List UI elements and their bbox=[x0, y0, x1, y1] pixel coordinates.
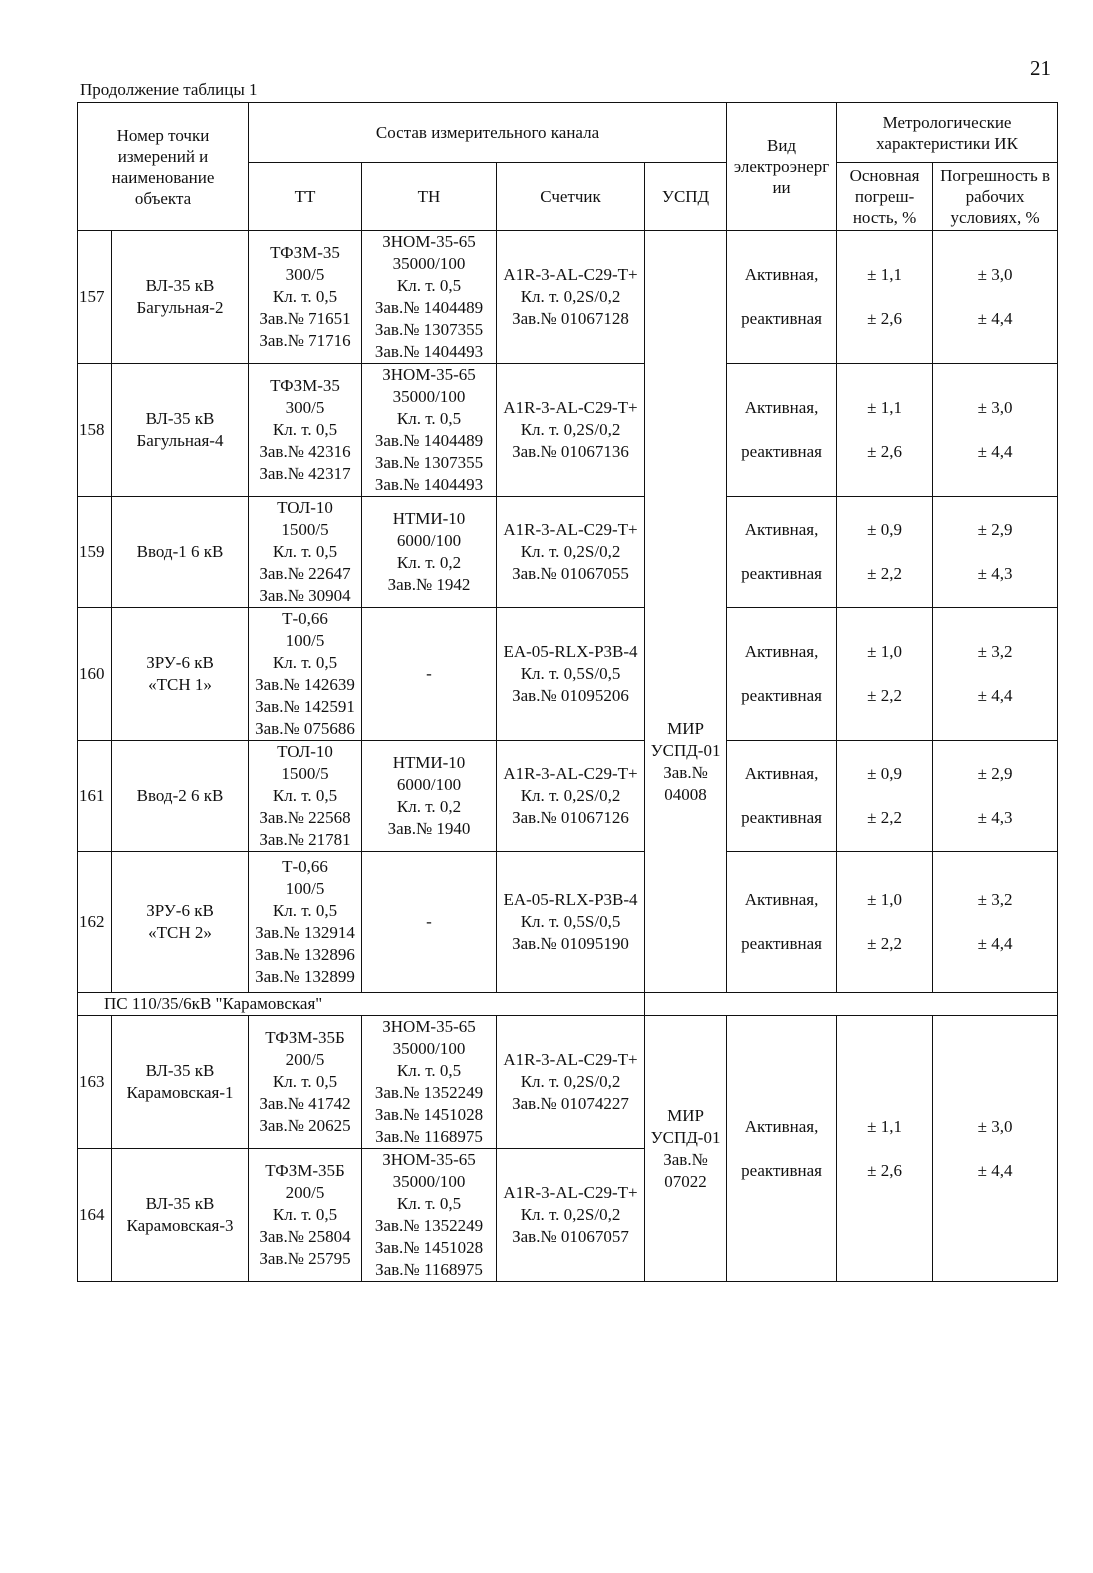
row-meter-line: Зав.№ 01067055 bbox=[512, 564, 629, 583]
row-tn-line: Зав.№ 1307355 bbox=[374, 453, 484, 472]
row-meter-line: Зав.№ 01095206 bbox=[512, 686, 629, 705]
row-tn-line: 35000/100 bbox=[392, 1172, 466, 1191]
row-meter-line: Зав.№ 01067128 bbox=[512, 309, 629, 328]
row-tt-line: Зав.№ 42316 bbox=[259, 442, 351, 461]
header-metro-line: характеристики ИК bbox=[876, 133, 1018, 153]
uspd-cell bbox=[645, 231, 727, 993]
row-work-error-line: ± 3,0 bbox=[977, 398, 1013, 417]
row-tn-line: Кл. т. 0,5 bbox=[396, 1061, 462, 1080]
row-number bbox=[78, 497, 112, 608]
row-tn bbox=[362, 231, 497, 364]
header-energy-type-line: ии bbox=[772, 178, 791, 197]
header-point-line: объекта bbox=[134, 188, 192, 208]
header-point-line: измерений и bbox=[117, 146, 209, 166]
header-uspd: УСПД bbox=[645, 163, 727, 231]
uspd-cell-2-line: МИР bbox=[667, 1105, 704, 1125]
row-basic-error-line: ± 0,9 bbox=[867, 764, 902, 783]
header-energy-type-line: Вид bbox=[767, 136, 797, 155]
row-meter bbox=[497, 497, 645, 608]
row-meter-line: EA-05-RLX-P3B-4 bbox=[503, 890, 638, 909]
row-object-name-line: «ТСН 2» bbox=[148, 923, 212, 942]
row-basic-error-line: ± 1,1 bbox=[867, 265, 902, 284]
header-work-line: Погрешность в bbox=[940, 166, 1050, 185]
row-work-error-line: ± 4,4 bbox=[977, 442, 1013, 461]
row-meter-line: A1R-3-AL-C29-T+ bbox=[503, 265, 638, 284]
row-tt-line: Зав.№ 71716 bbox=[259, 331, 351, 350]
row-number-line: 157 bbox=[79, 287, 105, 306]
uspd-1-line: 04008 bbox=[664, 784, 707, 804]
row-tt bbox=[249, 852, 362, 993]
row-energy-type-line: реактивная bbox=[741, 934, 822, 953]
row-tn-line: Зав.№ 1451028 bbox=[374, 1105, 484, 1124]
row-object-name-line: Карамовская-1 bbox=[126, 1083, 234, 1102]
row-number-line: 164 bbox=[79, 1205, 105, 1224]
row-meter-line: A1R-3-AL-C29-T+ bbox=[503, 764, 638, 783]
row-meter-line: A1R-3-AL-C29-T+ bbox=[503, 1050, 638, 1069]
row-energy-type-line: Активная, bbox=[744, 890, 819, 909]
row-basic-error-line: ± 2,2 bbox=[867, 934, 902, 953]
row-tn-line: Зав.№ 1404489 bbox=[374, 298, 484, 317]
row-meter-line: Кл. т. 0,2S/0,2 bbox=[520, 420, 621, 439]
row-tt-line: Зав.№ 41742 bbox=[259, 1094, 351, 1113]
row-tt-line: Кл. т. 0,5 bbox=[272, 1072, 338, 1091]
row-energy-type-line: Активная, bbox=[744, 520, 819, 539]
row-tt-line: Т-0,66 bbox=[282, 609, 328, 628]
header-energy-type-line: электроэнерг bbox=[733, 157, 830, 176]
row-tn-line: - bbox=[426, 912, 432, 931]
row-tn-line: Зав.№ 1404493 bbox=[374, 342, 484, 361]
row-object-name-line: ВЛ-35 кВ bbox=[145, 1061, 215, 1080]
row-tt-line: Кл. т. 0,5 bbox=[272, 542, 338, 561]
row-basic-error-line: ± 2,2 bbox=[867, 564, 902, 583]
group2-work-error bbox=[933, 1016, 1058, 1282]
row-object-name bbox=[112, 608, 249, 741]
row-tn-line: Зав.№ 1404493 bbox=[374, 475, 484, 494]
header-work bbox=[933, 163, 1058, 231]
row-number-line: 162 bbox=[79, 912, 105, 931]
header-metro-line: Метрологические bbox=[882, 112, 1012, 132]
row-tn-line: Зав.№ 1168975 bbox=[375, 1260, 483, 1279]
row-tt-line: Зав.№ 71651 bbox=[259, 309, 351, 328]
row-meter-line: Зав.№ 01067126 bbox=[512, 808, 629, 827]
row-tn-line: Зав.№ 1942 bbox=[387, 575, 471, 594]
row-object-name bbox=[112, 1149, 249, 1282]
header-tn: ТН bbox=[362, 163, 497, 231]
header-basic bbox=[837, 163, 933, 231]
row-object-name-line: Ввод-2 6 кВ bbox=[136, 786, 224, 805]
row-object-name-line: ВЛ-35 кВ bbox=[145, 409, 215, 428]
row-work-error bbox=[933, 364, 1058, 497]
row-tn-line: 35000/100 bbox=[392, 1039, 466, 1058]
row-work-error bbox=[933, 608, 1058, 741]
row-tn-line: Зав.№ 1451028 bbox=[374, 1238, 484, 1257]
row-tt-line: Зав.№ 142639 bbox=[255, 675, 355, 694]
row-tn-line: ЗНОМ-35-65 bbox=[382, 365, 476, 384]
header-basic-line: погреш- bbox=[854, 187, 915, 206]
row-tn-line: НТМИ-10 bbox=[392, 509, 466, 528]
row-tt-line: 100/5 bbox=[285, 879, 325, 898]
header-point-line: наименование bbox=[111, 167, 215, 187]
header-point bbox=[78, 103, 249, 231]
header-energy-type bbox=[727, 103, 837, 231]
row-tt-line: Кл. т. 0,5 bbox=[272, 901, 338, 920]
row-number bbox=[78, 741, 112, 852]
row-meter bbox=[497, 231, 645, 364]
row-meter-line: Зав.№ 01067136 bbox=[512, 442, 629, 461]
row-tt-line: Кл. т. 0,5 bbox=[272, 420, 338, 439]
row-tn bbox=[362, 852, 497, 993]
row-basic-error-line: ± 2,6 bbox=[867, 442, 902, 461]
row-object-name-line: Карамовская-3 bbox=[126, 1216, 234, 1235]
row-tn-line: ЗНОМ-35-65 bbox=[382, 1150, 476, 1169]
row-tt-line: Кл. т. 0,5 bbox=[272, 287, 338, 306]
row-meter-line: Кл. т. 0,2S/0,2 bbox=[520, 786, 621, 805]
row-meter-line: EA-05-RLX-P3B-4 bbox=[503, 642, 638, 661]
row-tt-line: ТФЗМ-35Б bbox=[265, 1161, 345, 1180]
row-tn-line: ЗНОМ-35-65 bbox=[382, 1017, 476, 1036]
row-basic-error bbox=[837, 741, 933, 852]
measurement-table bbox=[77, 102, 1058, 1282]
row-energy-type bbox=[727, 852, 837, 993]
row-meter-line: Зав.№ 01067057 bbox=[512, 1227, 629, 1246]
row-tn-line: Зав.№ 1404489 bbox=[374, 431, 484, 450]
row-tt-line: Зав.№ 142591 bbox=[255, 697, 355, 716]
row-number bbox=[78, 852, 112, 993]
row-number-line: 161 bbox=[79, 786, 105, 805]
row-work-error bbox=[933, 741, 1058, 852]
row-work-error bbox=[933, 497, 1058, 608]
row-tn-line: Зав.№ 1352249 bbox=[374, 1216, 484, 1235]
row-work-error-line: ± 4,4 bbox=[977, 686, 1013, 705]
row-tn bbox=[362, 1016, 497, 1149]
row-tt-line: ТФЗМ-35 bbox=[270, 243, 340, 262]
row-tt-line: ТОЛ-10 bbox=[277, 742, 333, 761]
row-basic-error bbox=[837, 608, 933, 741]
row-meter-line: A1R-3-AL-C29-T+ bbox=[503, 398, 638, 417]
row-object-name bbox=[112, 1016, 249, 1149]
group2-energy-type bbox=[727, 1016, 837, 1282]
row-tt bbox=[249, 231, 362, 364]
table-row bbox=[78, 231, 1058, 364]
row-basic-error-line: ± 0,9 bbox=[867, 520, 902, 539]
row-tt-line: ТФЗМ-35Б bbox=[265, 1028, 345, 1047]
row-energy-type-line: Активная, bbox=[744, 398, 819, 417]
uspd-1-line: УСПД-01 bbox=[650, 740, 721, 760]
row-energy-type-line: Активная, bbox=[744, 642, 819, 661]
row-basic-error-line: ± 2,2 bbox=[867, 808, 902, 827]
row-tt-line: Зав.№ 22568 bbox=[259, 808, 351, 827]
row-tn bbox=[362, 364, 497, 497]
header-metro bbox=[837, 103, 1058, 163]
row-basic-error bbox=[837, 231, 933, 364]
row-tt-line: 300/5 bbox=[285, 265, 325, 284]
row-meter bbox=[497, 364, 645, 497]
row-tn-line: ЗНОМ-35-65 bbox=[382, 232, 476, 251]
header-work-line: условиях, % bbox=[950, 208, 1040, 227]
row-work-error bbox=[933, 852, 1058, 993]
header-meter: Счетчик bbox=[497, 163, 645, 231]
row-tn bbox=[362, 741, 497, 852]
row-tn-line: НТМИ-10 bbox=[392, 753, 466, 772]
row-object-name-line: ЗРУ-6 кВ bbox=[146, 653, 214, 672]
header-channel: Состав измерительного канала bbox=[249, 103, 727, 163]
row-basic-error-line: ± 2,2 bbox=[867, 686, 902, 705]
row-tt-line: Зав.№ 25795 bbox=[259, 1249, 351, 1268]
group2-basic-error-line: ± 1,1 bbox=[867, 1116, 902, 1136]
header-basic-line: ность, % bbox=[852, 208, 917, 227]
table-row bbox=[78, 852, 1058, 993]
substation-row bbox=[78, 993, 1058, 1016]
row-tt bbox=[249, 1016, 362, 1149]
row-meter-line: A1R-3-AL-C29-T+ bbox=[503, 1183, 638, 1202]
row-number bbox=[78, 231, 112, 364]
row-tt-line: Кл. т. 0,5 bbox=[272, 786, 338, 805]
group2-energy-type-line: реактивная bbox=[741, 1160, 822, 1180]
row-tn-line: 6000/100 bbox=[396, 775, 462, 794]
row-meter-line: Кл. т. 0,2S/0,2 bbox=[520, 542, 621, 561]
group2-energy-type-line: Активная, bbox=[744, 1116, 819, 1136]
row-work-error-line: ± 4,3 bbox=[977, 808, 1013, 827]
row-object-name-line: ВЛ-35 кВ bbox=[145, 1194, 215, 1213]
uspd-cell-2 bbox=[645, 1016, 727, 1282]
row-object-name-line: ЗРУ-6 кВ bbox=[146, 901, 214, 920]
row-object-name bbox=[112, 741, 249, 852]
header-point-line: Номер точки bbox=[116, 125, 210, 145]
row-tn-line: Зав.№ 1307355 bbox=[374, 320, 484, 339]
row-tt-line: Т-0,66 bbox=[282, 857, 328, 876]
row-tn-line: 35000/100 bbox=[392, 387, 466, 406]
row-tt-line: Зав.№ 132914 bbox=[255, 923, 355, 942]
table-row bbox=[78, 364, 1058, 497]
uspd-cell-2-line: Зав.№ bbox=[663, 1149, 708, 1169]
row-number-line: 163 bbox=[79, 1072, 105, 1091]
row-energy-type-line: реактивная bbox=[741, 309, 822, 328]
row-work-error-line: ± 3,2 bbox=[977, 642, 1013, 661]
row-tt-line: 100/5 bbox=[285, 631, 325, 650]
row-work-error-line: ± 4,4 bbox=[977, 934, 1013, 953]
row-basic-error bbox=[837, 497, 933, 608]
row-energy-type-line: реактивная bbox=[741, 564, 822, 583]
row-meter-line: Кл. т. 0,2S/0,2 bbox=[520, 287, 621, 306]
row-tt-line: Зав.№ 132896 bbox=[255, 945, 355, 964]
page-number: 21 bbox=[1030, 56, 1051, 80]
row-tn-line: Зав.№ 1168975 bbox=[375, 1127, 483, 1146]
row-meter bbox=[497, 852, 645, 993]
row-object-name bbox=[112, 364, 249, 497]
row-energy-type-line: Активная, bbox=[744, 265, 819, 284]
row-energy-type-line: реактивная bbox=[741, 808, 822, 827]
row-energy-type bbox=[727, 741, 837, 852]
row-tn bbox=[362, 1149, 497, 1282]
row-meter-line: Кл. т. 0,5S/0,5 bbox=[520, 912, 621, 931]
header-work-line: рабочих bbox=[965, 187, 1025, 206]
row-tn-line: 35000/100 bbox=[392, 254, 466, 273]
row-tt bbox=[249, 497, 362, 608]
row-object-name-line: Багульная-2 bbox=[136, 298, 224, 317]
row-energy-type-line: реактивная bbox=[741, 442, 822, 461]
row-basic-error-line: ± 1,1 bbox=[867, 398, 902, 417]
table-row bbox=[78, 741, 1058, 852]
row-tn-line: Кл. т. 0,2 bbox=[396, 553, 462, 572]
row-tn-line: Кл. т. 0,5 bbox=[396, 1194, 462, 1213]
row-tt-line: Зав.№ 25804 bbox=[259, 1227, 351, 1246]
row-tn-line: Зав.№ 1940 bbox=[387, 819, 471, 838]
row-tt-line: Зав.№ 21781 bbox=[259, 830, 351, 849]
table-row bbox=[78, 608, 1058, 741]
table-row bbox=[78, 1016, 1058, 1149]
row-number bbox=[78, 1149, 112, 1282]
row-meter bbox=[497, 741, 645, 852]
row-work-error-line: ± 4,3 bbox=[977, 564, 1013, 583]
row-tn-line: Зав.№ 1352249 bbox=[374, 1083, 484, 1102]
row-tn-line: - bbox=[426, 664, 432, 683]
row-tn-line: 6000/100 bbox=[396, 531, 462, 550]
row-object-name-line: Ввод-1 6 кВ bbox=[136, 542, 224, 561]
row-work-error-line: ± 3,2 bbox=[977, 890, 1013, 909]
row-tt-line: ТФЗМ-35 bbox=[270, 376, 340, 395]
row-tt bbox=[249, 741, 362, 852]
row-tt bbox=[249, 1149, 362, 1282]
row-meter-line: Кл. т. 0,2S/0,2 bbox=[520, 1205, 621, 1224]
row-energy-type bbox=[727, 608, 837, 741]
row-tt bbox=[249, 608, 362, 741]
row-basic-error-line: ± 1,0 bbox=[867, 890, 902, 909]
header-basic-line: Основная bbox=[849, 166, 920, 185]
header-tt: ТТ bbox=[249, 163, 362, 231]
row-number bbox=[78, 1016, 112, 1149]
row-number bbox=[78, 608, 112, 741]
row-tt bbox=[249, 364, 362, 497]
row-energy-type bbox=[727, 231, 837, 364]
row-tt-line: 200/5 bbox=[285, 1183, 325, 1202]
row-tn bbox=[362, 608, 497, 741]
row-work-error bbox=[933, 231, 1058, 364]
row-energy-type bbox=[727, 364, 837, 497]
row-tt-line: Кл. т. 0,5 bbox=[272, 653, 338, 672]
row-meter-line: A1R-3-AL-C29-T+ bbox=[503, 520, 638, 539]
row-work-error-line: ± 3,0 bbox=[977, 265, 1013, 284]
row-meter-line: Кл. т. 0,2S/0,2 bbox=[520, 1072, 621, 1091]
row-tt-line: 300/5 bbox=[285, 398, 325, 417]
table-caption: Продолжение таблицы 1 bbox=[80, 80, 258, 99]
row-object-name-line: Багульная-4 bbox=[136, 431, 224, 450]
row-meter bbox=[497, 1149, 645, 1282]
row-meter-line: Зав.№ 01074227 bbox=[512, 1094, 629, 1113]
row-number-line: 158 bbox=[79, 420, 105, 439]
row-work-error-line: ± 2,9 bbox=[977, 520, 1013, 539]
row-basic-error-line: ± 1,0 bbox=[867, 642, 902, 661]
row-tt-line: 200/5 bbox=[285, 1050, 325, 1069]
row-tt-line: ТОЛ-10 bbox=[277, 498, 333, 517]
row-tt-line: 1500/5 bbox=[281, 520, 329, 539]
substation-title: ПС 110/35/6кВ "Карамовская" bbox=[78, 993, 645, 1016]
row-tn-line: Кл. т. 0,5 bbox=[396, 409, 462, 428]
row-tt-line: Зав.№ 075686 bbox=[255, 719, 355, 738]
group2-basic-error-line: ± 2,6 bbox=[867, 1160, 902, 1180]
uspd-1-line: МИР bbox=[667, 718, 704, 738]
uspd-cell-2-line: УСПД-01 bbox=[650, 1127, 721, 1147]
row-tn bbox=[362, 497, 497, 608]
row-number-line: 159 bbox=[79, 542, 105, 561]
row-basic-error bbox=[837, 852, 933, 993]
row-tt-line: Зав.№ 30904 bbox=[259, 586, 351, 605]
row-object-name-line: ВЛ-35 кВ bbox=[145, 276, 215, 295]
row-energy-type bbox=[727, 497, 837, 608]
row-tn-line: Кл. т. 0,2 bbox=[396, 797, 462, 816]
row-energy-type-line: Активная, bbox=[744, 764, 819, 783]
row-object-name bbox=[112, 852, 249, 993]
row-energy-type-line: реактивная bbox=[741, 686, 822, 705]
group2-basic-error bbox=[837, 1016, 933, 1282]
row-number bbox=[78, 364, 112, 497]
row-number-line: 160 bbox=[79, 664, 105, 683]
row-object-name bbox=[112, 497, 249, 608]
row-tt-line: Зав.№ 22647 bbox=[259, 564, 351, 583]
row-meter-line: Зав.№ 01095190 bbox=[512, 934, 629, 953]
row-meter bbox=[497, 608, 645, 741]
row-object-name-line: «ТСН 1» bbox=[148, 675, 212, 694]
uspd-cell-2-line: 07022 bbox=[664, 1171, 707, 1191]
uspd-1-line: Зав.№ bbox=[663, 762, 708, 782]
row-tt-line: Зав.№ 132899 bbox=[255, 967, 355, 986]
row-meter-line: Кл. т. 0,5S/0,5 bbox=[520, 664, 621, 683]
group2-work-error-line: ± 4,4 bbox=[977, 1160, 1013, 1180]
row-basic-error bbox=[837, 364, 933, 497]
row-tt-line: Кл. т. 0,5 bbox=[272, 1205, 338, 1224]
row-object-name bbox=[112, 231, 249, 364]
substation-row-filler bbox=[645, 993, 1058, 1016]
group2-work-error-line: ± 3,0 bbox=[977, 1116, 1013, 1136]
row-tt-line: Зав.№ 42317 bbox=[259, 464, 351, 483]
table-row bbox=[78, 497, 1058, 608]
row-tn-line: Кл. т. 0,5 bbox=[396, 276, 462, 295]
row-work-error-line: ± 4,4 bbox=[977, 309, 1013, 328]
row-meter bbox=[497, 1016, 645, 1149]
row-tt-line: Зав.№ 20625 bbox=[259, 1116, 351, 1135]
row-work-error-line: ± 2,9 bbox=[977, 764, 1013, 783]
row-basic-error-line: ± 2,6 bbox=[867, 309, 902, 328]
row-tt-line: 1500/5 bbox=[281, 764, 329, 783]
